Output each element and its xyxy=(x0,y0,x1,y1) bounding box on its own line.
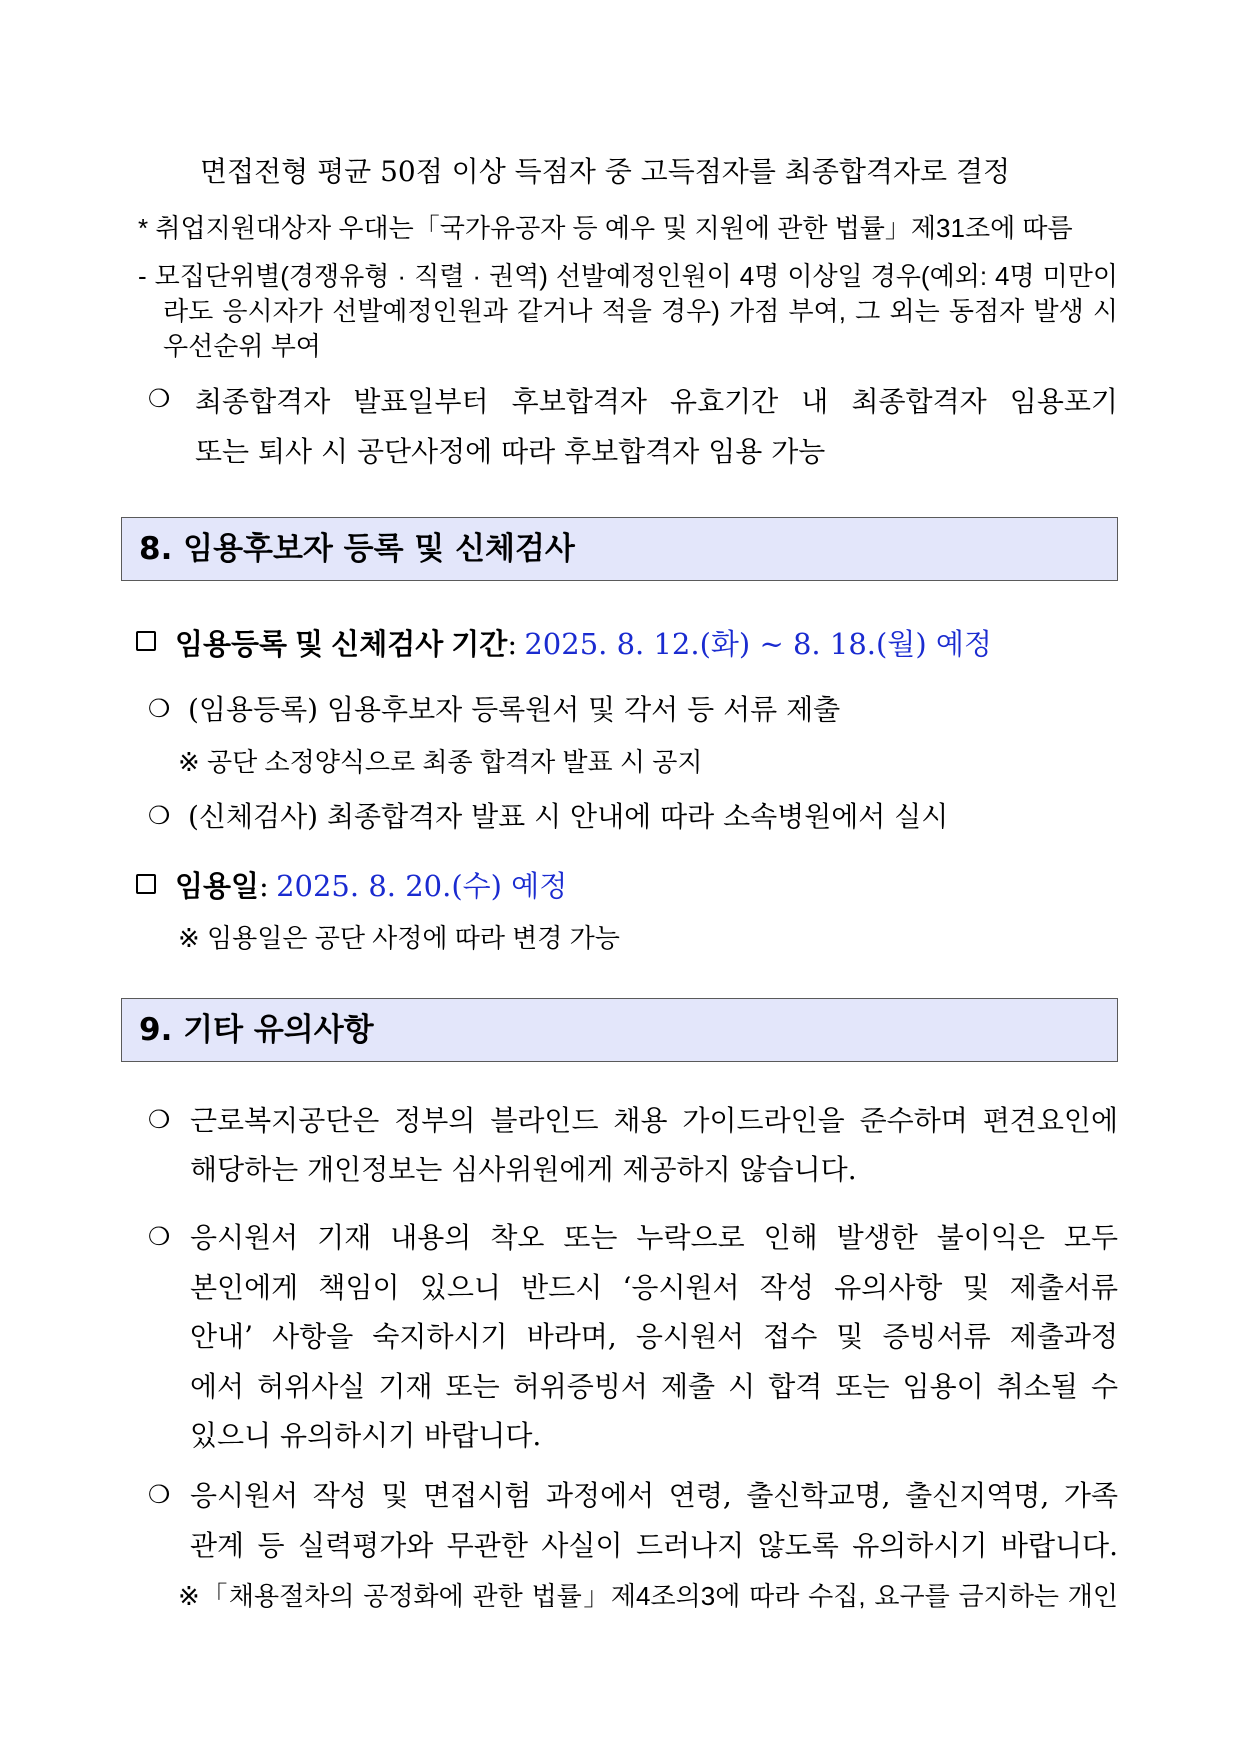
application-caution-line-2: 본인에게 책임이 있으니 반드시 ‘응시원서 작성 유의사항 및 제출서류 xyxy=(190,1271,1118,1304)
appointment-date-colon: : xyxy=(259,869,269,903)
square-bullet-icon xyxy=(136,874,156,894)
personal-info-law-note: ※「채용절차의 공정화에 관한 법률」제4조의3에 따라 수집, 요구를 금지하는 개인 xyxy=(178,1581,1118,1611)
registration-period-label: 임용등록 및 신체검사 기간 xyxy=(175,629,508,661)
note-bonus-line-3: 우선순위 부여 xyxy=(163,331,321,361)
appointment-date xyxy=(175,864,567,905)
circle-bullet-icon: ❍ xyxy=(148,694,171,723)
section-9-title: 9. 기타 유의사항 xyxy=(139,1012,374,1048)
circle-bullet-icon: ❍ xyxy=(148,1222,171,1251)
blind-hiring-line-1: 근로복지공단은 정부의 블라인드 채용 가이드라인을 준수하며 편견요인에 xyxy=(190,1104,1118,1137)
circle-bullet-icon: ❍ xyxy=(148,1105,171,1134)
personal-info-line-2: 관계 등 실력평가와 무관한 사실이 드러나지 않도록 유의하시기 바랍니다. xyxy=(190,1529,1118,1562)
appointment-date-value: 2025. 8. 20.(수) 예정 xyxy=(276,869,568,903)
section-9-header xyxy=(121,998,1118,1062)
circle-bullet-icon: ❍ xyxy=(148,384,171,413)
application-caution-line-5: 있으니 유의하시기 바랍니다. xyxy=(190,1419,542,1452)
blind-hiring-line-2: 해당하는 개인정보는 심사위원에게 제공하지 않습니다. xyxy=(190,1153,857,1186)
note-bonus-line-2: 라도 응시자가 선발예정인원과 같거나 적을 경우) 가점 부여, 그 외는 동점자 발생 시 xyxy=(163,296,1118,326)
registration-item: (임용등록) 임용후보자 등록원서 및 각서 등 서류 제출 xyxy=(188,693,841,726)
note-veterans: * 취업지원대상자 우대는「국가유공자 등 예우 및 지원에 관한 법률」제31조에 따름 xyxy=(138,213,1073,243)
circle-bullet-icon: ❍ xyxy=(148,801,171,830)
section-8-header xyxy=(121,517,1118,581)
application-caution-line-3: 안내’ 사항을 숙지하시기 바라며, 응시원서 접수 및 증빙서류 제출과정 xyxy=(190,1320,1118,1353)
registration-period-value: 2025. 8. 12.(화) ~ 8. 18.(월) 예정 xyxy=(524,627,992,661)
section-8-title: 8. 임용후보자 등록 및 신체검사 xyxy=(139,531,575,567)
reserve-candidate-line-2: 또는 퇴사 시 공단사정에 따라 후보합격자 임용 가능 xyxy=(195,435,826,468)
note-bonus-line-1: - 모집단위별(경쟁유형 · 직렬 · 권역) 선발예정인원이 4명 이상일 경우(예외: 4명 미만이 xyxy=(138,261,1118,291)
medical-exam-item: (신체검사) 최종합격자 발표 시 안내에 따라 소속병원에서 실시 xyxy=(188,800,949,833)
registration-note: ※ 공단 소정양식으로 최종 합격자 발표 시 공지 xyxy=(178,747,703,777)
personal-info-line-1: 응시원서 작성 및 면접시험 과정에서 연령, 출신학교명, 출신지역명, 가족 xyxy=(190,1479,1118,1512)
reserve-candidate-line-1: 최종합격자 발표일부터 후보합격자 유효기간 내 최종합격자 임용포기 xyxy=(195,385,1118,418)
intro-line: 면접전형 평균 50점 이상 득점자 중 고득점자를 최종합격자로 결정 xyxy=(200,155,1011,188)
registration-period xyxy=(175,622,992,663)
application-caution-line-4: 에서 허위사실 기재 또는 허위증빙서 제출 시 합격 또는 임용이 취소될 수 xyxy=(190,1370,1118,1403)
appointment-date-label: 임용일 xyxy=(175,871,260,903)
circle-bullet-icon: ❍ xyxy=(148,1480,171,1509)
registration-period-colon: : xyxy=(507,627,518,661)
square-bullet-icon xyxy=(136,631,156,651)
appointment-date-note: ※ 임용일은 공단 사정에 따라 변경 가능 xyxy=(178,923,620,953)
application-caution-line-1: 응시원서 기재 내용의 착오 또는 누락으로 인해 발생한 불이익은 모두 xyxy=(190,1221,1118,1254)
